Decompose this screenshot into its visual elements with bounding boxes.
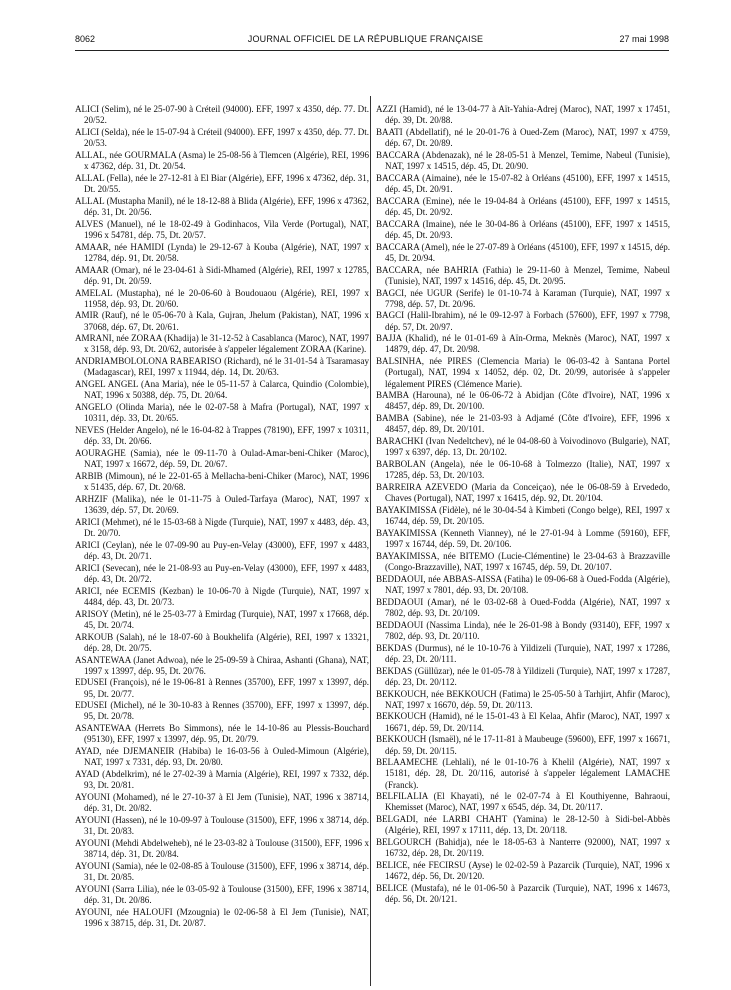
register-entry: ARHZIF (Malika), née le 01-11-75 à Ouled-Tarfaya (Maroc), NAT, 1997 x 13639, dép. 57, Dt. 20/69. <box>75 493 369 516</box>
register-entry: EDUSEI (François), né le 19-06-81 à Rennes (35700), EFF, 1997 x 13997, dép. 95, Dt. 20/77. <box>75 677 369 699</box>
register-entry: AOURAGHE (Samia), née le 09-11-70 à Oulad-Amar-beni-Chiker (Maroc), NAT, 1997 x 16672, dép. 59, Dt. 20/67. <box>75 448 369 470</box>
register-entry: BELGADI, née LARBI CHAHT (Yamina) le 28-12-50 à Sidi-bel-Abbès (Algérie), REI, 1997 x 17111, dép. 13, Dt. 20/118. <box>376 814 670 836</box>
register-entry: ALLAL, née GOURMALA (Asma) le 25-08-56 à Tlemcen (Algérie), REI, 1996 x 47362, dép. 31, Dt. 20/54. <box>75 149 369 171</box>
register-entry: BEKKOUCH (Ismaël), né le 17-11-81 à Maubeuge (59600), EFF, 1997 x 16671, dép. 59, Dt. 20/115. <box>376 734 670 756</box>
register-entry: AMIR (Rauf), né le 05-06-70 à Kala, Gujran, Jhelum (Pakistan), NAT, 1996 x 37068, dép. 67, Dt. 20/61. <box>75 310 369 332</box>
register-entry: ASANTEWAA (Janet Adwoa), née le 25-09-59 à Chiraa, Ashanti (Ghana), NAT, 1997 x 13997, dép. 95, Dt. 20/76. <box>75 654 369 676</box>
register-entry: ARISOY (Metin), né le 25-03-77 à Emirdag (Turquie), NAT, 1997 x 17668, dép. 45, Dt. 20/74. <box>75 608 369 630</box>
register-entry: BAMBA (Sabine), née le 21-03-93 à Adjamé (Côte d'Ivoire), EFF, 1996 x 48457, dép. 89, Dt. 20/101. <box>376 413 670 435</box>
register-entry: AMAAR, née HAMIDI (Lynda) le 29-12-67 à Kouba (Algérie), NAT, 1997 x 12784, dép. 91, Dt. 20/58. <box>75 241 369 263</box>
column-separator <box>370 96 371 986</box>
register-entry: BELICE (Mustafa), né le 01-06-50 à Pazarcik (Turquie), NAT, 1996 x 14673, dép. 56, Dt. 20/121. <box>376 883 670 905</box>
register-entry: BAJJA (Khalid), né le 01-01-69 à Aïn-Orma, Meknès (Maroc), NAT, 1997 x 14879, dép. 47, Dt. 20/98. <box>376 333 670 355</box>
register-entry: BELICE, née FECIRSU (Ayse) le 02-02-59 à Pazarcik (Turquie), NAT, 1996 x 14672, dép. 56, Dt. 20/120. <box>376 860 670 882</box>
register-entry: AYOUNI (Mehdi Abdelweheb), né le 23-03-82 à Toulouse (31500), EFF, 1996 x 38714, dép. 31, Dt. 20/84. <box>75 838 369 860</box>
register-entry: ANGELO (Olinda Maria), née le 02-07-58 à Mafra (Portugal), NAT, 1997 x 10311, dép. 33, Dt. 20/65. <box>75 402 369 424</box>
header-rule <box>75 50 669 51</box>
register-entry: AYAD, née DJEMANEIR (Habiba) le 16-03-56 à Ouled-Mimoun (Algérie), NAT, 1997 x 7331, dép. 93, Dt. 20/80. <box>75 746 369 768</box>
register-entry: BEDDAOUI (Amar), né le 03-02-68 à Oued-Fodda (Algérie), NAT, 1997 x 7802, dép. 93, Dt. 20/109. <box>376 596 670 618</box>
register-entry: NEVES (Helder Angelo), né le 16-04-82 à Trappes (78190), EFF, 1997 x 10311, dép. 33, Dt. 20/66. <box>75 425 369 447</box>
register-entry: ALLAL (Fella), née le 27-12-81 à El Biar (Algérie), EFF, 1996 x 47362, dép. 31, Dt. 20/55. <box>75 172 369 194</box>
register-entry: BEKKOUCH, née BEKKOUCH (Fatima) le 25-05-50 à Tarhjirt, Ahfir (Maroc), NAT, 1997 x 16670, dép. 59, Dt. 20/113. <box>376 688 670 710</box>
register-entry: AYAD (Abdelkrim), né le 27-02-39 à Marnia (Algérie), REI, 1997 x 7332, dép. 93, Dt. 20/81. <box>75 769 369 791</box>
register-entry: ARICI (Mehmet), né le 15-03-68 à Nigde (Turquie), NAT, 1997 x 4483, dép. 43, Dt. 20/70. <box>75 516 369 538</box>
register-entry: ARICI, née ECEMIS (Kezban) le 10-06-70 à Nigde (Turquie), NAT, 1997 x 4484, dép. 43, Dt. 20/73. <box>75 585 369 607</box>
register-entry: BAATI (Abdellatif), né le 20-01-76 à Oued-Zem (Maroc), NAT, 1997 x 4759, dép. 67, Dt. 20/89. <box>376 126 670 149</box>
left-column <box>75 104 369 930</box>
register-entry: BEKDAS (Güllüzar), née le 01-05-78 à Yildizeli (Turquie), NAT, 1997 x 17287, dép. 23, Dt. 20/112. <box>376 665 670 687</box>
register-entry: AYOUNI (Samia), née le 02-08-85 à Toulouse (31500), EFF, 1996 x 38714, dép. 31, Dt. 20/85. <box>75 860 369 883</box>
page-header <box>0 34 731 48</box>
register-entry: BALSINHA, née PIRES (Clemencia Maria) le 06-03-42 à Santana Portel (Portugal), NAT, 1994 x 14052, dép. 02, Dt. 20/99, autorisée à s'appeler légalement PIRES (Clémence Marie). <box>376 356 670 389</box>
register-entry: BEDDAOUI (Nassima Linda), née le 26-01-98 à Bondy (93140), EFF, 1997 x 7802, dép. 93, Dt. 20/110. <box>376 619 670 641</box>
register-entry: ASANTEWAA (Herrets Bo Simmons), née le 14-10-86 au Plessis-Bouchard (95130), EFF, 1997 x 13997, dép. 95, Dt. 20/79. <box>75 723 369 745</box>
register-entry: BACCARA, née BAHRIA (Fathia) le 29-11-60 à Menzel, Temime, Nabeul (Tunisie), NAT, 1997 x 14516, dép. 45, Dt. 20/95. <box>376 264 670 286</box>
register-entry: ARICI (Sevecan), née le 21-08-93 au Puy-en-Velay (43000), EFF, 1997 x 4483, dép. 43, Dt. 20/72. <box>75 562 369 584</box>
register-entry: BARACHKI (Ivan Nedeltchev), né le 04-08-60 à Voivodinovo (Bulgarie), NAT, 1997 x 6397, dép. 13, Dt. 20/102. <box>376 436 670 458</box>
register-entry: AYOUNI (Mohamed), né le 27-10-37 à El Jem (Tunisie), NAT, 1996 x 38714, dép. 31, Dt. 20/82. <box>75 792 369 814</box>
register-entry: ARBIB (Mimoun), né le 22-01-65 à Mellacha-beni-Chiker (Maroc), NAT, 1996 x 51435, dép. 67, Dt. 20/68. <box>75 471 369 493</box>
register-entry: ALICI (Selda), née le 15-07-94 à Créteil (94000). EFF, 1997 x 4350, dép. 77. Dt. 20/53. <box>75 126 369 149</box>
register-entry: BELGOURCH (Bahidja), née le 18-05-63 à Nanterre (92000), NAT, 1997 x 16732, dép. 28, Dt. 20/119. <box>376 837 670 859</box>
register-entry: BEKKOUCH (Hamid), né le 15-01-43 à El Kelaa, Ahfir (Maroc), NAT, 1997 x 16671, dép. 59, Dt. 20/114. <box>376 711 670 733</box>
right-column <box>376 104 670 906</box>
register-entry: BAMBA (Harouna), né le 06-06-72 à Abidjan (Côte d'Ivoire), NAT, 1996 x 48457, dép. 89, Dt. 20/100. <box>376 390 670 412</box>
register-entry: ARICI (Ceylan), née le 07-09-90 au Puy-en-Velay (43000), EFF, 1997 x 4483, dép. 43, Dt. 20/71. <box>75 539 369 561</box>
register-entry: BAYAKIMISSA (Kenneth Vianney), né le 27-01-94 à Lomme (59160), EFF, 1997 x 16744, dép. 59, Dt. 20/106. <box>376 527 670 550</box>
register-entry: BARBOLAN (Angela), née le 06-10-68 à Tolmezzo (Italie), NAT, 1997 x 17285, dép. 53, Dt. 20/103. <box>376 459 670 481</box>
register-entry: ALLAL (Mustapha Manil), né le 18-12-88 à Blida (Algérie), EFF, 1996 x 47362, dép. 31, Dt. 20/56. <box>75 195 369 217</box>
register-entry: BEKDAS (Durmus), né le 10-10-76 à Yildizeli (Turquie), NAT, 1997 x 17286, dép. 23, Dt. 20/111. <box>376 642 670 664</box>
register-entry: BACCARA (Abdenazak), né le 28-05-51 à Menzel, Temime, Nabeul (Tunisie), NAT, 1997 x 14515, dép. 45, Dt. 20/90. <box>376 149 670 171</box>
register-entry: ANGEL ANGEL (Ana Maria), née le 05-11-57 à Calarca, Quindio (Colombie), NAT, 1996 x 50388, dép. 75, Dt. 20/64. <box>75 379 369 401</box>
register-entry: BACCARA (Imaine), née le 30-04-86 à Orléans (45100), EFF, 1997 x 14515, dép. 45, Dt. 20/93. <box>376 218 670 240</box>
register-entry: ALICI (Selim), né le 25-07-90 à Créteil (94000). EFF, 1997 x 4350, dép. 77. Dt. 20/52. <box>75 104 369 126</box>
register-entry: AYOUNI (Hassen), né le 10-09-97 à Toulouse (31500), EFF, 1996 x 38714, dép. 31, Dt. 20/83. <box>75 815 369 837</box>
register-entry: AZZI (Hamid), né le 13-04-77 à Aït-Yahia-Adrej (Maroc), NAT, 1997 x 17451, dép. 39, Dt. 20/88. <box>376 104 670 126</box>
register-entry: ALVES (Manuel), né le 18-02-49 à Godinhacos, Vila Verde (Portugal), NAT, 1996 x 54781, dép. 75, Dt. 20/57. <box>75 218 369 240</box>
page-number: 8062 <box>75 34 96 44</box>
register-entry: BAGCI, née UGUR (Serife) le 01-10-74 à Karaman (Turquie), NAT, 1997 x 7798, dép. 57, Dt. 20/96. <box>376 287 670 309</box>
register-entry: BEDDAOUI, née ABBAS-AISSA (Fatiha) le 09-06-68 à Oued-Fodda (Algérie), NAT, 1997 x 7801, dép. 93, Dt. 20/108. <box>376 573 670 595</box>
register-entry: AYOUNI (Sarra Lilia), née le 03-05-92 à Toulouse (31500), EFF, 1996 x 38714, dép. 31, Dt. 20/86. <box>75 883 369 905</box>
register-entry: BACCARA (Amel), née le 27-07-89 à Orléans (45100), EFF, 1997 x 14515, dép. 45, Dt. 20/94. <box>376 241 671 263</box>
register-entry: AMRANI, née ZORAA (Khadija) le 31-12-52 à Casablanca (Maroc), NAT, 1997 x 3158, dép. 93, Dt. 20/62, autorisée à s'appeler légalement ZORAA (Karine). <box>75 333 369 355</box>
issue-date: 27 mai 1998 <box>619 34 669 44</box>
register-entry: ARKOUB (Salah), né le 18-07-60 à Boukhelifa (Algérie), REI, 1997 x 13321, dép. 28, Dt. 20/75. <box>75 631 369 653</box>
register-entry: ANDRIAMBOLOLONA RABEARISO (Richard), né le 31-01-54 à Tsaramasay (Madagascar), REI, 1997 x 11944, dép. 14, Dt. 20/63. <box>75 356 369 378</box>
register-entry: AMAAR (Omar), né le 23-04-61 à Sidi-Mhamed (Algérie), REI, 1997 x 12785, dép. 91, Dt. 20/59. <box>75 264 369 286</box>
register-entry: BAGCI (Halil-Ibrahim), né le 09-12-97 à Forbach (57600), EFF, 1997 x 7798, dép. 57, Dt. 20/97. <box>376 310 670 332</box>
register-entry: BARREIRA AZEVEDO (Maria da Conceiçao), née le 06-08-59 à Ervededo, Chaves (Portugal), NAT, 1997 x 16415, dép. 92, Dt. 20/104. <box>376 482 670 504</box>
register-entry: BACCARA (Emine), née le 19-04-84 à Orléans (45100), EFF, 1997 x 14515, dép. 45, Dt. 20/92. <box>376 195 670 217</box>
register-entry: BELFILALIA (El Khayati), né le 02-07-74 à El Kouthiyenne, Bahraoui, Khemisset (Maroc), NAT, 1997 x 6545, dép. 34, Dt. 20/117. <box>376 791 670 813</box>
register-entry: AYOUNI, née HALOUFI (Mzougnia) le 02-06-58 à El Jem (Tunisie), NAT, 1996 x 38715, dép. 31, Dt. 20/87. <box>75 906 369 928</box>
register-entry: BAYAKIMISSA, née BITEMO (Lucie-Clémentine) le 23-04-63 à Brazzaville (Congo-Brazzaville), NAT, 1997 x 16745, dép. 59, Dt. 20/107. <box>376 550 670 572</box>
register-entry: EDUSEI (Michel), né le 30-10-83 à Rennes (35700), EFF, 1997 x 13997, dép. 95, Dt. 20/78. <box>75 700 369 722</box>
register-entry: BELAAMECHE (Lehlali), né le 01-10-76 à Khelil (Algérie), NAT, 1997 x 15181, dép. 28, Dt. 20/116, autorisé à s'appeler légalement LAMACHE (Franck). <box>376 757 670 790</box>
journal-title: JOURNAL OFFICIEL DE LA RÉPUBLIQUE FRANÇAISE <box>247 34 484 44</box>
register-entry: BAYAKIMISSA (Fidèle), né le 30-04-54 à Kimbeti (Congo belge), REI, 1997 x 16744, dép. 59, Dt. 20/105. <box>376 505 670 527</box>
register-entry: AMELAL (Mustapha), né le 20-06-60 à Boudouaou (Algérie), REI, 1997 x 11958, dép. 93, Dt. 20/60. <box>75 287 369 309</box>
register-entry: BACCARA (Aimaine), née le 15-07-82 à Orléans (45100), EFF, 1997 x 14515, dép. 45, Dt. 20/91. <box>376 172 670 194</box>
